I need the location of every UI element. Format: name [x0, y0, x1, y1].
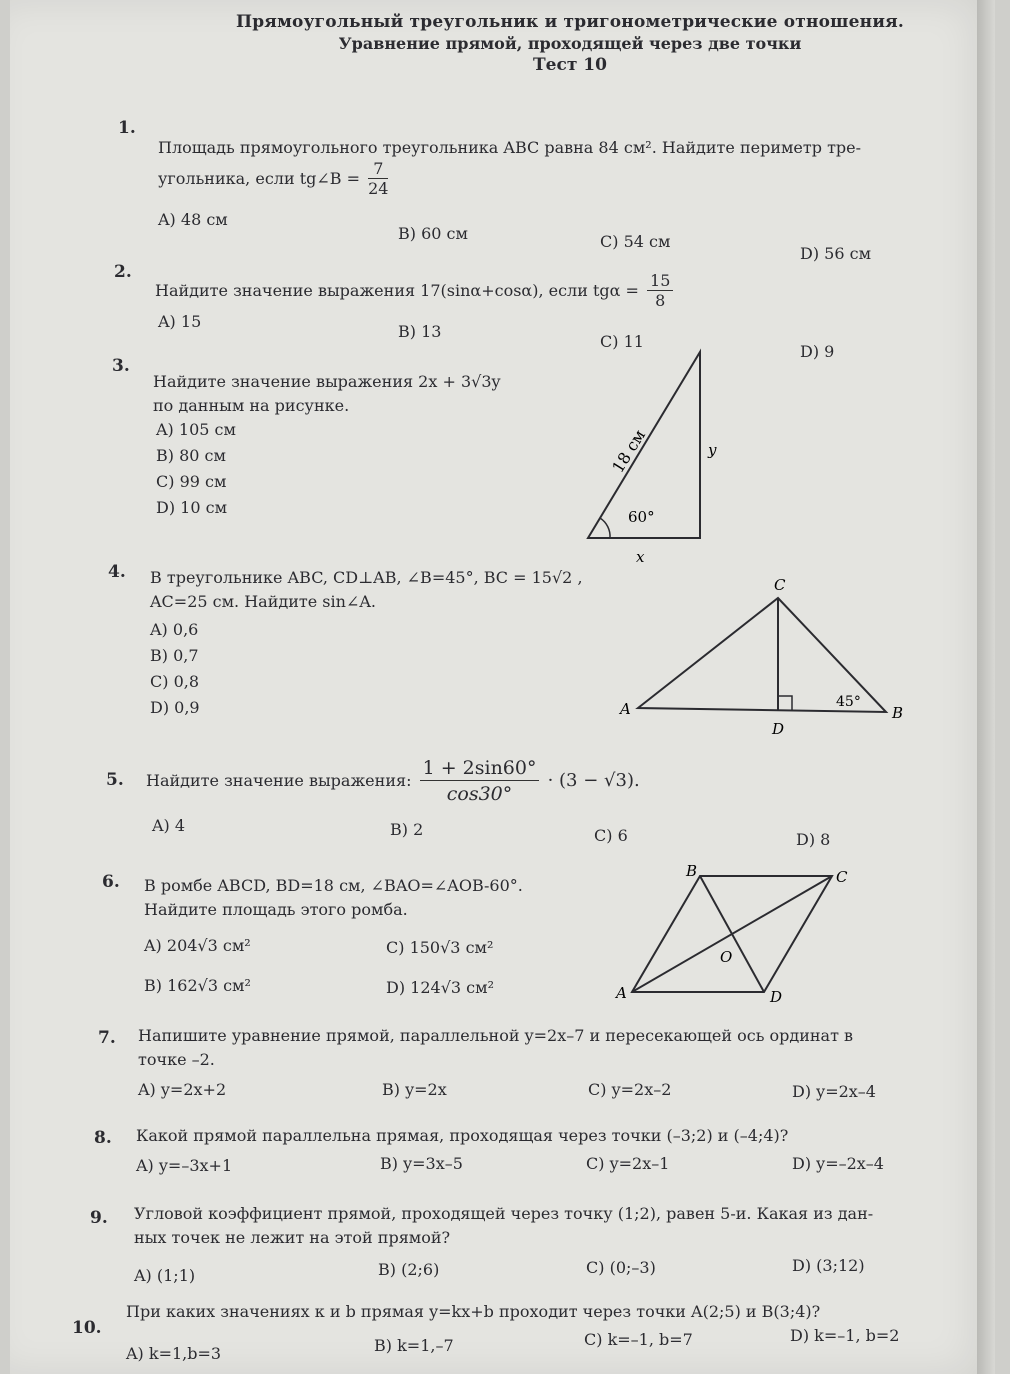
question-5-option-c[interactable]: C) 6 [594, 826, 628, 845]
question-8-option-b[interactable]: B) y=3x–5 [380, 1154, 463, 1173]
vertex-a-label: A [616, 984, 627, 1002]
question-7-option-d[interactable]: D) y=2x–4 [792, 1082, 876, 1101]
question-9-line2: ных точек не лежит на этой прямой? [134, 1228, 451, 1247]
question-5-option-b[interactable]: B) 2 [390, 820, 424, 839]
question-7-line1: Напишите уравнение прямой, параллельной y=2x–7 и пересекающей ось ординат в [138, 1026, 854, 1045]
question-9-line1: Угловой коэффициент прямой, проходящей через точку (1;2), равен 5-и. Какая из дан- [134, 1204, 874, 1223]
vertex-b-label: B [686, 862, 698, 880]
question-6-option-a[interactable]: A) 204√3 см² [144, 936, 251, 955]
question-6-number: 6. [102, 872, 120, 892]
question-7-option-a[interactable]: A) y=2x+2 [138, 1080, 227, 1099]
question-9-option-b[interactable]: B) (2;6) [378, 1260, 440, 1279]
question-2-option-a[interactable]: A) 15 [158, 312, 202, 331]
question-7-option-c[interactable]: C) y=2x–2 [588, 1080, 672, 1099]
question-9-option-d[interactable]: D) (3;12) [792, 1256, 865, 1275]
question-4-option-c[interactable]: C) 0,8 [150, 672, 200, 691]
question-10-option-d[interactable]: D) k=–1, b=2 [790, 1326, 900, 1345]
question-4-text [150, 566, 670, 614]
question-5-line2: · (3 − √3). [547, 770, 640, 791]
header-subtitle: Уравнение прямой, проходящей через две точки [338, 34, 802, 53]
angle-arc [600, 518, 610, 538]
question-5-option-d[interactable]: D) 8 [796, 830, 831, 849]
header-title: Прямоугольный треугольник и тригонометрические отношения. [235, 12, 905, 32]
question-2-line1: Найдите значение выражения 17(sinα+cosα), если tgα = [155, 281, 639, 300]
question-3-line2: по данным на рисунке. [153, 396, 350, 415]
question-6-line2: Найдите площадь этого ромба. [144, 900, 408, 919]
question-5-frac-denominator: cos30° [446, 783, 513, 805]
question-3-text [153, 370, 593, 418]
question-8-option-a[interactable]: A) y=–3x+1 [136, 1156, 233, 1175]
question-3-option-c[interactable]: C) 99 см [156, 472, 227, 491]
question-10-line1: При каких значениях к и b прямая y=kx+b проходит через точки A(2;5) и B(3;4)? [126, 1302, 821, 1321]
question-8-text [136, 1124, 996, 1148]
angle-b-label: 45° [836, 694, 861, 710]
right-angle-mark [778, 696, 792, 710]
vertex-c-label: C [774, 576, 786, 594]
question-1-option-c[interactable]: C) 54 см [600, 232, 671, 251]
vertex-c-label: C [836, 868, 848, 886]
vertex-d-label: D [772, 720, 785, 738]
question-6-option-c[interactable]: C) 150√3 см² [386, 938, 494, 957]
angle-label: 60° [628, 508, 655, 526]
vertex-b-label: B [892, 704, 904, 722]
question-1-option-b[interactable]: B) 60 см [398, 224, 468, 243]
question-6-line1: В ромбе ABCD, BD=18 см, ∠BAO=∠AOB-60°. [144, 876, 523, 895]
question-1-line1: Площадь прямоугольного треугольника ABC равна 84 см². Найдите периметр тре- [158, 138, 862, 157]
question-3-line1: Найдите значение выражения 2x + 3√3y [153, 372, 501, 391]
question-1-frac-denominator: 24 [368, 179, 389, 198]
question-10-option-b[interactable]: B) k=1,–7 [374, 1336, 454, 1355]
question-4-triangle-figure [610, 570, 930, 745]
question-2-text [155, 272, 795, 311]
question-1-option-a[interactable]: A) 48 см [158, 210, 228, 229]
question-9-number: 9. [90, 1208, 108, 1228]
question-2-frac-denominator: 8 [655, 291, 666, 310]
question-1-option-d[interactable]: D) 56 см [800, 244, 872, 263]
side-x-label: x [636, 548, 645, 566]
test-page [10, 0, 995, 1374]
question-6-option-d[interactable]: D) 124√3 см² [386, 978, 494, 997]
question-4-option-d[interactable]: D) 0,9 [150, 698, 200, 717]
vertex-a-label: A [620, 700, 631, 718]
question-10-text [126, 1300, 996, 1324]
question-1-frac-numerator: 7 [368, 160, 388, 179]
question-4-number: 4. [108, 562, 126, 582]
question-3-triangle-figure [570, 340, 740, 570]
diagonal-bd [700, 876, 764, 992]
question-10-number: 10. [72, 1318, 102, 1338]
question-1-fraction [368, 160, 388, 199]
question-6-rhombus-figure [610, 862, 870, 1012]
question-1-text [158, 136, 958, 199]
question-8-option-d[interactable]: D) y=–2x–4 [792, 1154, 884, 1173]
question-3-option-a[interactable]: A) 105 см [156, 420, 236, 439]
question-1-number: 1. [118, 118, 136, 138]
question-6-text [144, 874, 624, 922]
question-9-text [134, 1202, 1004, 1250]
question-2-frac-numerator: 15 [647, 272, 673, 291]
question-3-option-b[interactable]: B) 80 см [156, 446, 226, 465]
question-2-number: 2. [114, 262, 132, 282]
question-4-line2: AC=25 см. Найдите sin∠A. [150, 592, 376, 611]
question-5-frac-numerator: 1 + 2sin60° [420, 756, 540, 781]
question-4-option-b[interactable]: B) 0,7 [150, 646, 199, 665]
question-1-line2: угольника, если tg∠B = [158, 169, 361, 188]
question-5-line1: Найдите значение выражения: [146, 771, 412, 790]
question-2-option-d[interactable]: D) 9 [800, 342, 835, 361]
question-8-number: 8. [94, 1128, 112, 1148]
question-9-option-a[interactable]: A) (1;1) [134, 1266, 196, 1285]
question-6-option-b[interactable]: B) 162√3 см² [144, 976, 251, 995]
side-y-label: y [708, 441, 717, 459]
question-2-option-b[interactable]: B) 13 [398, 322, 442, 341]
question-7-line2: точке –2. [138, 1050, 215, 1069]
question-10-option-a[interactable]: A) k=1,b=3 [126, 1344, 222, 1363]
question-8-option-c[interactable]: C) y=2x–1 [586, 1154, 670, 1173]
hypotenuse-label: 18 см [608, 426, 650, 477]
question-2-option-c[interactable]: C) 11 [600, 332, 644, 351]
question-3-number: 3. [112, 356, 130, 376]
question-7-text [138, 1024, 998, 1072]
question-9-option-c[interactable]: C) (0;–3) [586, 1258, 656, 1277]
question-7-number: 7. [98, 1028, 116, 1048]
question-4-option-a[interactable]: A) 0,6 [150, 620, 199, 639]
question-5-number: 5. [106, 770, 124, 790]
question-5-option-a[interactable]: A) 4 [152, 816, 186, 835]
question-5-fraction [420, 756, 540, 807]
test-number: Тест 10 [533, 55, 607, 75]
question-2-fraction [647, 272, 673, 311]
question-10-option-c[interactable]: C) k=–1, b=7 [584, 1330, 693, 1349]
question-3-option-d[interactable]: D) 10 см [156, 498, 228, 517]
vertex-d-label: D [770, 988, 783, 1006]
center-o-label: O [720, 948, 733, 966]
question-4-line1: В треугольнике ABC, CD⊥AB, ∠B=45°, BC = 15√2 , [150, 568, 583, 587]
question-5-text [146, 756, 746, 807]
question-8-line1: Какой прямой параллельна прямая, проходящая через точки (–3;2) и (–4;4)? [136, 1126, 789, 1145]
question-7-option-b[interactable]: B) y=2x [382, 1080, 447, 1099]
page-edge [977, 0, 995, 1374]
page-header [190, 12, 950, 75]
